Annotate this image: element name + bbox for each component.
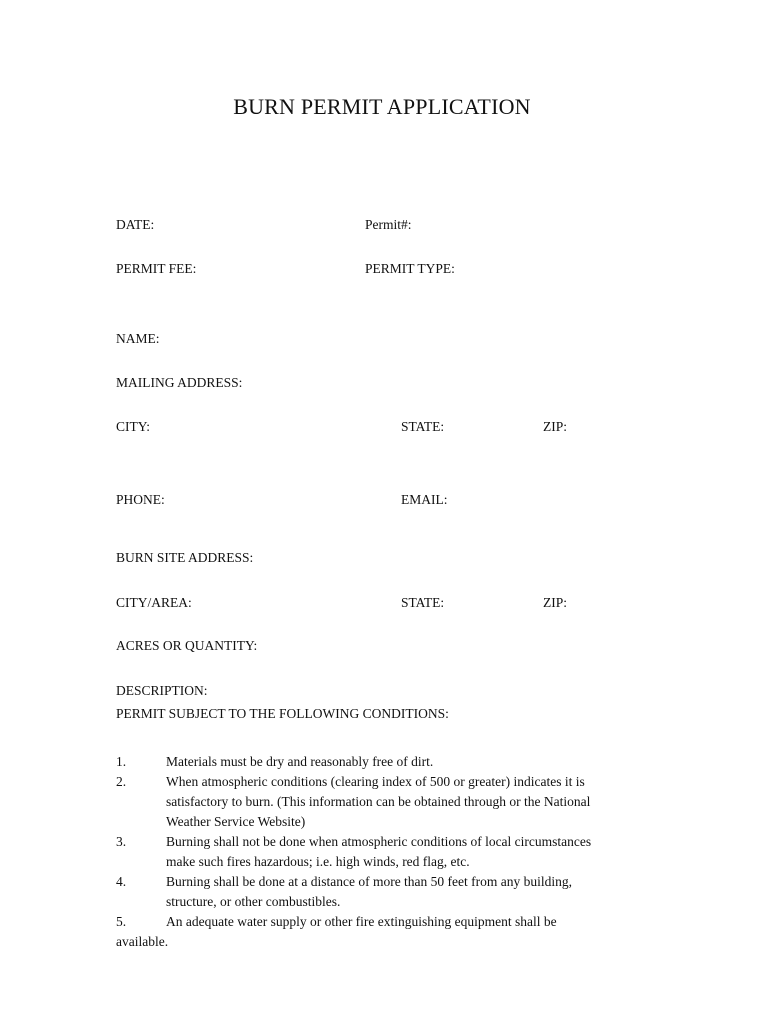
site-state-label: STATE:	[401, 595, 445, 610]
condition-text: Weather Service Website)	[166, 814, 306, 829]
conditions-heading: PERMIT SUBJECT TO THE FOLLOWING CONDITIONS:	[116, 706, 449, 721]
city-label: CITY:	[116, 419, 151, 434]
zip-label: ZIP:	[543, 419, 568, 434]
condition-text: Burning shall not be done when atmospheric conditions of local circumstances	[166, 834, 592, 849]
condition-text: available.	[116, 934, 169, 949]
description-label: DESCRIPTION:	[116, 683, 208, 698]
email-label: EMAIL:	[401, 492, 448, 507]
permit-type-label: PERMIT TYPE:	[365, 261, 455, 276]
city-area-label: CITY/AREA:	[116, 595, 192, 610]
condition-number: 2.	[116, 774, 127, 789]
name-label: NAME:	[116, 331, 160, 346]
phone-label: PHONE:	[116, 492, 165, 507]
burn-site-address-label: BURN SITE ADDRESS:	[116, 550, 254, 565]
condition-text: Burning shall be done at a distance of more than 50 feet from any building,	[166, 874, 573, 889]
condition-number: 1.	[116, 754, 127, 769]
document-title: BURN PERMIT APPLICATION	[233, 94, 531, 119]
mailing-address-label: MAILING ADDRESS:	[116, 375, 243, 390]
state-label: STATE:	[401, 419, 445, 434]
condition-number: 3.	[116, 834, 127, 849]
site-zip-label: ZIP:	[543, 595, 568, 610]
condition-text: structure, or other combustibles.	[166, 894, 341, 909]
condition-text: Materials must be dry and reasonably free of dirt.	[166, 754, 434, 769]
condition-text: An adequate water supply or other fire extinguishing equipment shall be	[166, 914, 557, 929]
condition-text: When atmospheric conditions (clearing index of 500 or greater) indicates it is	[166, 774, 585, 789]
condition-number: 4.	[116, 874, 127, 889]
date-label: DATE:	[116, 217, 155, 232]
acres-quantity-label: ACRES OR QUANTITY:	[116, 638, 258, 653]
permit-number-label: Permit#:	[365, 217, 412, 232]
condition-number: 5.	[116, 914, 127, 929]
permit-fee-label: PERMIT FEE:	[116, 261, 197, 276]
condition-text: make such fires hazardous; i.e. high winds, red flag, etc.	[166, 854, 470, 869]
condition-text: satisfactory to burn. (This information can be obtained through or the National	[166, 794, 591, 809]
